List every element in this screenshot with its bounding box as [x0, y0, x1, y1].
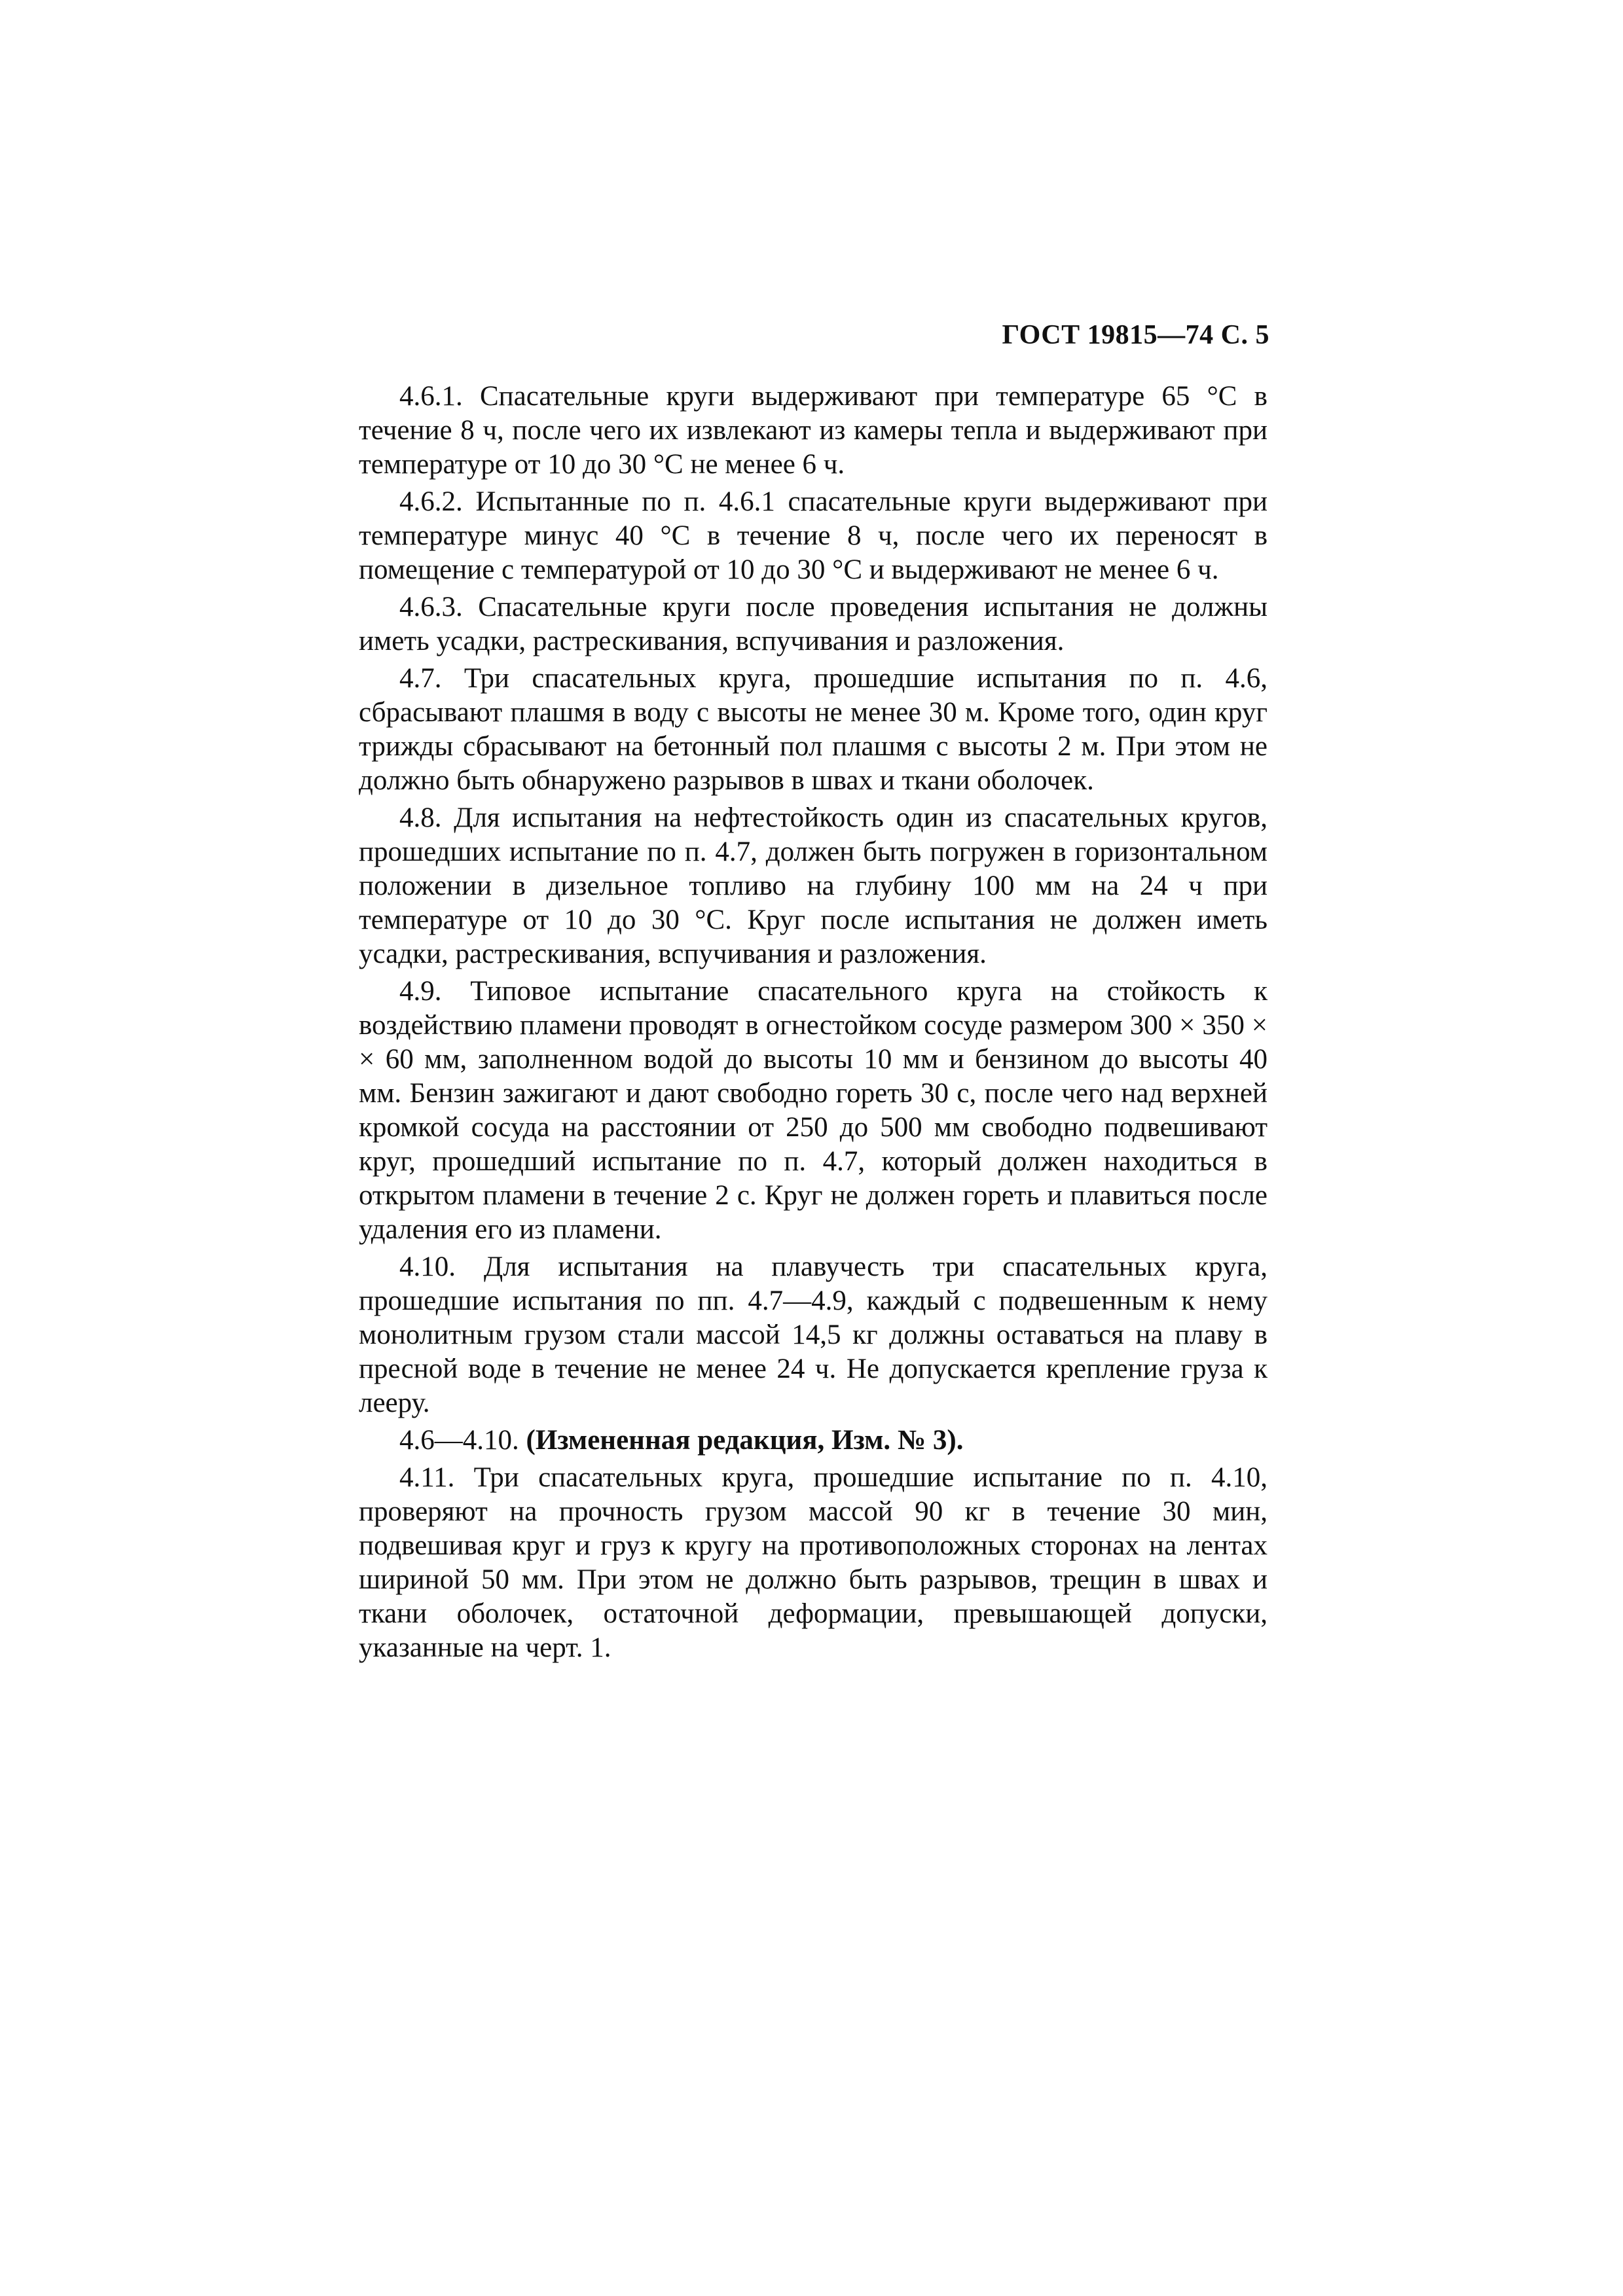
clause-number: 4.6.2. [399, 486, 463, 517]
clause-text: Три спасательных круга, прошедшие испытания по п. 4.6, сбрасывают плашмя в воду с высоты не менее 30 м. Кроме того, один круг трижды сбрасывают на бетонный пол плашмя с высоты 2 м. При этом не должно быть обнаружено разрывов в швах и ткани оболочек. [359, 663, 1267, 796]
document-body [359, 380, 1267, 1668]
clause-number: 4.6.1. [399, 381, 463, 412]
clause-text: Спасательные круги после проведения испытания не должны иметь усадки, растрескивания, вспучивания и разложения. [359, 592, 1267, 656]
clause-text: Для испытания на плавучесть три спасательных круга, прошедшие испытания по пп. 4.7—4.9, каждый с подвешенным к нему монолитным грузом стали массой 14,5 кг должны оставаться на плаву в пресной воде в течение не менее 24 ч. Не допускается крепление груза к лееру. [359, 1251, 1267, 1418]
paragraph-4-6-3 [359, 590, 1267, 658]
page-header: ГОСТ 19815—74 С. 5 [1002, 320, 1269, 350]
paragraph-4-7 [359, 662, 1267, 798]
clause-text: Три спасательных круга, прошедшие испытание по п. 4.10, проверяют на прочность грузом массой 90 кг в течение 30 мин, подвешивая круг и груз к кругу на противоположных сторонах на лентах шириной 50 мм. При этом не должно быть разрывов, трещин в швах и ткани оболочек, остаточной деформации, превышающей допуски, указанные на черт. 1. [359, 1462, 1268, 1663]
clause-number: 4.6.3. [399, 592, 463, 622]
clause-number: 4.8. [399, 802, 442, 833]
amendment-note [359, 1424, 1267, 1458]
clause-text: Испытанные по п. 4.6.1 спасательные круги выдерживают при температуре минус 40 °С в течение 8 ч, после чего их переносят в помещение с температурой от 10 до 30 °С и выдерживают не менее 6 ч. [359, 486, 1268, 585]
amendment-text: (Измененная редакция, Изм. № 3). [526, 1425, 964, 1456]
clause-number: 4.11. [399, 1462, 455, 1493]
clause-text: Для испытания на нефтестойкость один из спасательных кругов, прошедших испытание по п. 4.7, должен быть погружен в горизонтальном положении в дизельное топливо на глубину 100 мм на 24 ч при температуре от 10 до 30 °С. Круг после испытания не должен иметь усадки, растрескивания, вспучивания и разложения. [359, 802, 1268, 969]
paragraph-4-9 [359, 975, 1267, 1247]
clause-number: 4.9. [399, 976, 442, 1007]
clause-text: Типовое испытание спасательного круга на стойкость к воздействию пламени проводят в огнестойком сосуде размером 300 × 350 × × 60 мм, заполненном водой до высоты 10 мм и бензином до высоты 40 мм. Бензин зажигают и дают свободно гореть 30 с, после чего над верхней кромкой сосуда на расстоянии от 250 до 500 мм свободно подвешивают круг, прошедший испытание по п. 4.7, который должен находиться в открытом пламени в течение 2 с. Круг не должен гореть и плавиться после удаления его из пламени. [359, 976, 1267, 1245]
clause-number: 4.10. [399, 1251, 456, 1282]
paragraph-4-6-1 [359, 380, 1267, 482]
paragraph-4-6-2 [359, 485, 1267, 587]
paragraph-4-8 [359, 801, 1267, 971]
clause-number: 4.7. [399, 663, 442, 694]
clause-number: 4.6—4.10. [399, 1425, 519, 1456]
paragraph-4-10 [359, 1250, 1267, 1420]
paragraph-4-11 [359, 1461, 1267, 1665]
clause-text: Спасательные круги выдерживают при температуре 65 °С в течение 8 ч, после чего их извлекают из камеры тепла и выдерживают при температуре от 10 до 30 °С не менее 6 ч. [359, 381, 1267, 480]
